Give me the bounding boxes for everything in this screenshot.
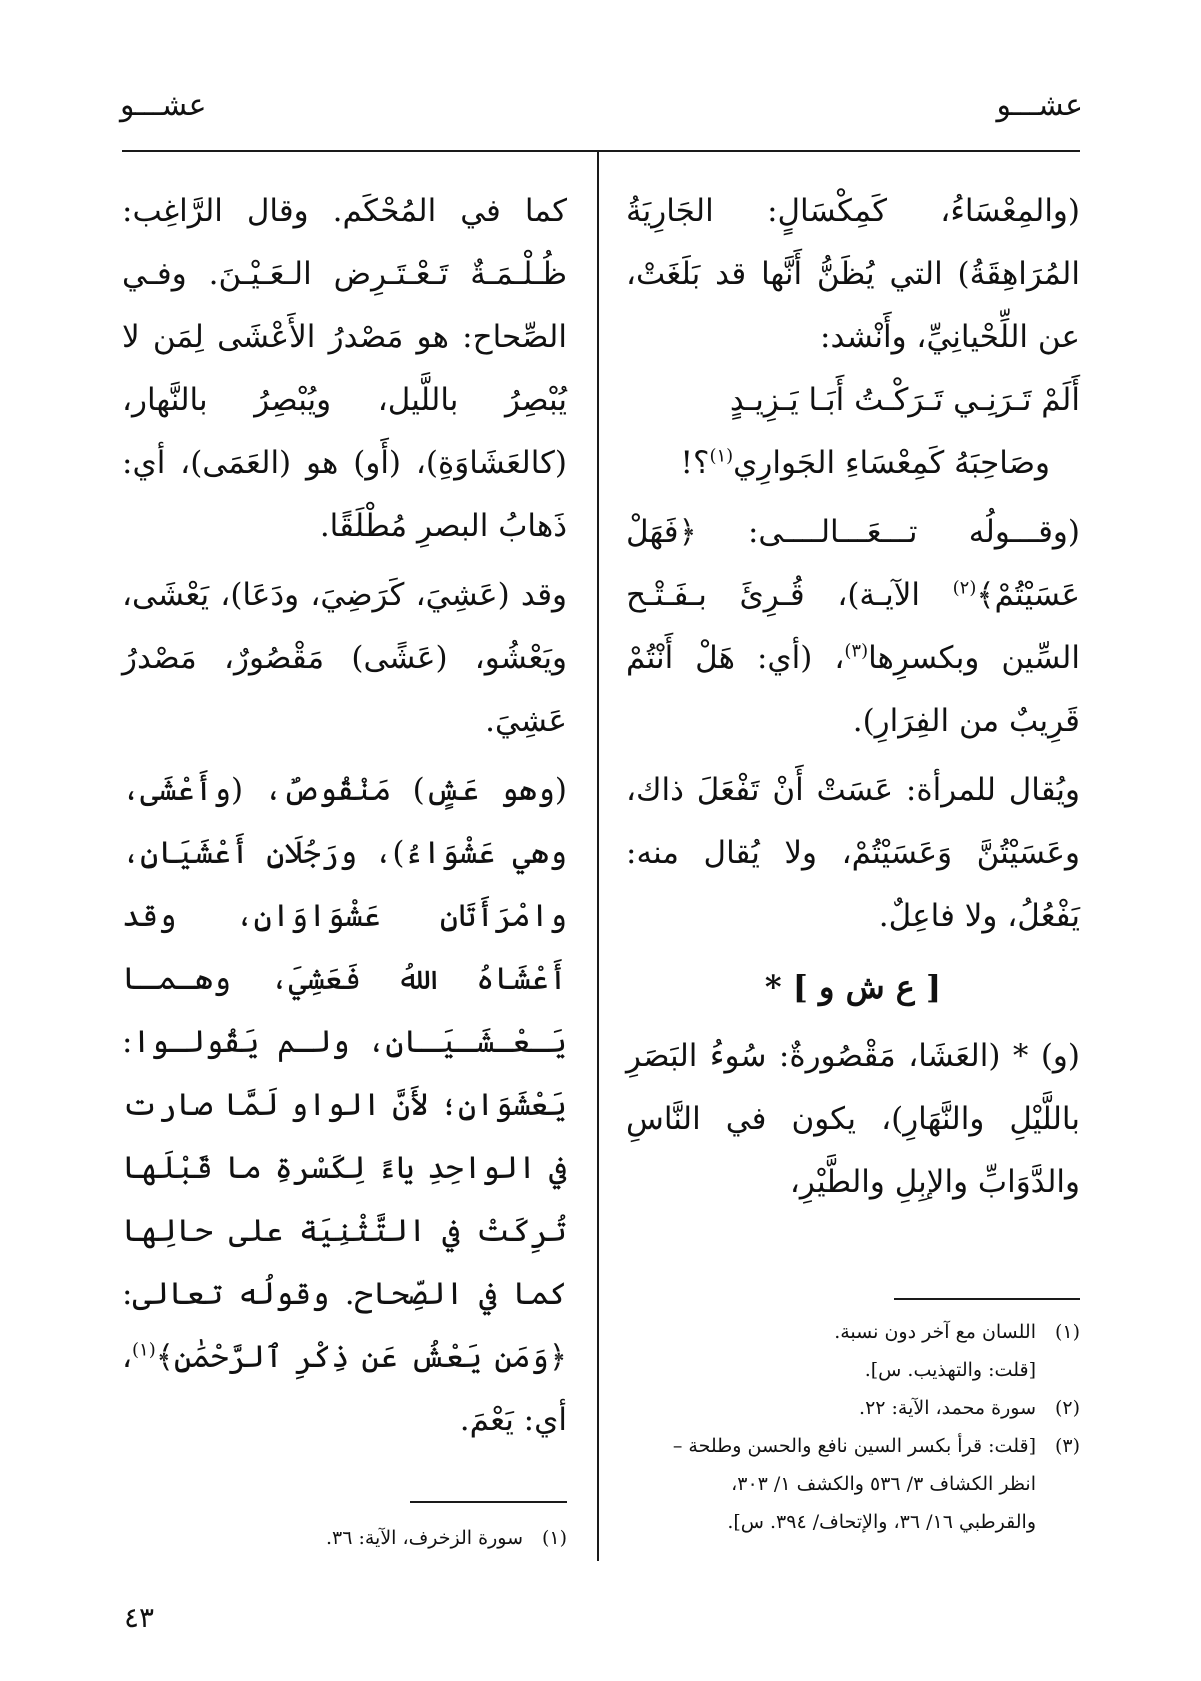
paragraph-text-c: ، (أي: هَلْ أَنْتُمْ قَرِيبٌ من الفِرَارِ). xyxy=(626,640,1080,739)
footnote-text: والقرطبي ١٦/ ٣٦، والإتحاف/ ٣٩٤. س]. xyxy=(727,1511,1036,1533)
footnote-item xyxy=(626,1389,1080,1427)
verse-line-2-end: ؟! xyxy=(680,445,710,481)
running-header-left: عشـــو xyxy=(120,88,207,123)
footnote-item xyxy=(626,1427,1080,1465)
footnote-text: سورة محمد، الآية: ٢٢. xyxy=(859,1397,1036,1419)
footnote-ref-1: (١) xyxy=(709,445,734,467)
page-number: ٤٣ xyxy=(124,1601,155,1634)
footnote-ref-2: (٢) xyxy=(952,577,977,599)
left-column xyxy=(122,180,567,1452)
footnote-number: (١) xyxy=(1054,1321,1080,1343)
running-header-right: عشـــو xyxy=(996,88,1083,123)
footnotes-left xyxy=(122,1519,567,1557)
paragraph-ashaa: (و) * (العَشَا، مَقْصُورةٌ: سُوءُ البَصَرِ باللَّيْلِ والنَّهَارِ)، يكون في النَّاسِ والدَّوَابِّ والإبِلِ والطَّيْرِ، xyxy=(626,1038,1080,1200)
footnote-number: (٢) xyxy=(1054,1397,1080,1419)
verse-line-1: أَلَمْ تَـرَنِـي تَـرَكْـتُ أَبَـا يَـزِيـدٍ xyxy=(729,382,1080,418)
footnote-text: [قلت: والتهذيب. س]. xyxy=(864,1359,1036,1381)
header-rule xyxy=(122,150,1080,152)
paragraph-text-b: ، أي: يَعْمَ. xyxy=(122,1339,567,1438)
footnote-ref-3: (٣) xyxy=(844,640,869,662)
footnote-item xyxy=(122,1519,567,1557)
footnote-item xyxy=(626,1465,1080,1503)
footnote-number: (٣) xyxy=(1054,1435,1080,1457)
footnote-rule-right xyxy=(894,1298,1080,1300)
paragraph-ashiya: وقد (عَشِيَ، كَرَضِيَ، ودَعَا)، يَعْشَى، ويَعْشُو، (عَشًى) مَقْصُورٌ، مَصْدرُ عَشِيَ. xyxy=(122,577,567,739)
paragraph-asat: ويُقال للمرأة: عَسَتْ أَنْ تَفْعَلَ ذاك، وعَسَيْتُنَّ وَعَسَيْتُمْ، ولا يُقال منه: يَفْعُلُ، ولا فاعِلٌ. xyxy=(626,772,1080,934)
footnote-text: اللسان مع آخر دون نسبة. xyxy=(834,1321,1036,1343)
footnote-item xyxy=(626,1313,1080,1351)
footnote-item xyxy=(626,1503,1080,1541)
footnote-text: [قلت: قرأ بكسر السين نافع والحسن وطلحة – xyxy=(672,1435,1036,1457)
paragraph-quran-asaytum xyxy=(626,501,1080,753)
column-divider xyxy=(597,151,599,1561)
footnotes-right xyxy=(626,1313,1080,1541)
footnote-text: انظر الكشاف ٣/ ٥٣٦ والكشف ١/ ٣٠٣، xyxy=(731,1473,1036,1495)
entry-heading-ain-shin-waw: [ ع ش و ] * xyxy=(764,968,942,1006)
footnote-number: (١) xyxy=(541,1527,567,1549)
paragraph-aasha xyxy=(122,759,567,1452)
paragraph-mi3saa: (والمِعْسَاءُ، كَمِكْسَالٍ: الجَارِيَةُ المُرَاهِقَةُ) التي يُظَنُّ أَنَّها قد بَلَغَتْ، عن اللِّحْيانِيِّ، وأَنْشد: xyxy=(626,193,1080,355)
footnote-item xyxy=(626,1351,1080,1389)
paragraph-raghib: كما في المُحْكَم. وقال الرَّاغِب: ظُـلْـمَـةٌ تَـعْـتَـرِض الـعَـيْـنَ. وفـي الصِّحاح: هو مَصْدرُ الأَعْشَى لِمَن لا يُبْصِرُ باللَّيل، ويُبْصِرُ بالنَّهار، (كالعَشَاوَةِ)، (أَو) هو (العَمَى)، أي: ذَهابُ البصرِ مُطْلَقًا. xyxy=(122,193,567,544)
footnote-rule-left xyxy=(410,1501,567,1503)
paragraph-text-b: الآيـة)، قُـرِئَ بـفَـتْـح السِّين وبكسرِها xyxy=(626,577,1080,676)
paragraph-text-a: (وهو عَشٍ) مَنْقُوصٌ، (وأَعْشَى، وهي عَشْوَاءُ)، ورَجُلَانِ أَعْشَيَانِ، وامْرَأَتَانِ عَشْوَاوَانِ، وقد أَعْشَاهُ اللهُ فَعَشِيَ، وهـمـا يَـعْـشَـيَـانِ، ولـم يَقُولـوا: يَعْشَوَانِ؛ لأَنَّ الواو لَمَّا صارت في الواحِدِ ياءً لِكَسْرةِ ما قَبْلَها تُرِكَتْ في التَّثْنِيَة على حالِها كما في الصِّحاح. وقولُه تعالى: ﴿وَمَن يَعْشُ عَن ذِكْرِ ٱلرَّحْمَٰنِ﴾ xyxy=(122,772,567,1375)
right-column xyxy=(626,180,1080,1214)
footnote-ref-1: (١) xyxy=(132,1339,156,1361)
verse-line-2 xyxy=(626,432,1080,495)
footnote-text: سورة الزخرف، الآية: ٣٦. xyxy=(325,1527,523,1549)
paragraph-text-a: (وقـــولُه تـــعَـــالــــى: ﴿فَهَلْ عَسَيْتُمْ﴾ xyxy=(626,514,1080,613)
verse-line-2-text: وصَاحِبَهُ كَمِعْسَاءِ الجَوارِي xyxy=(733,445,1050,481)
